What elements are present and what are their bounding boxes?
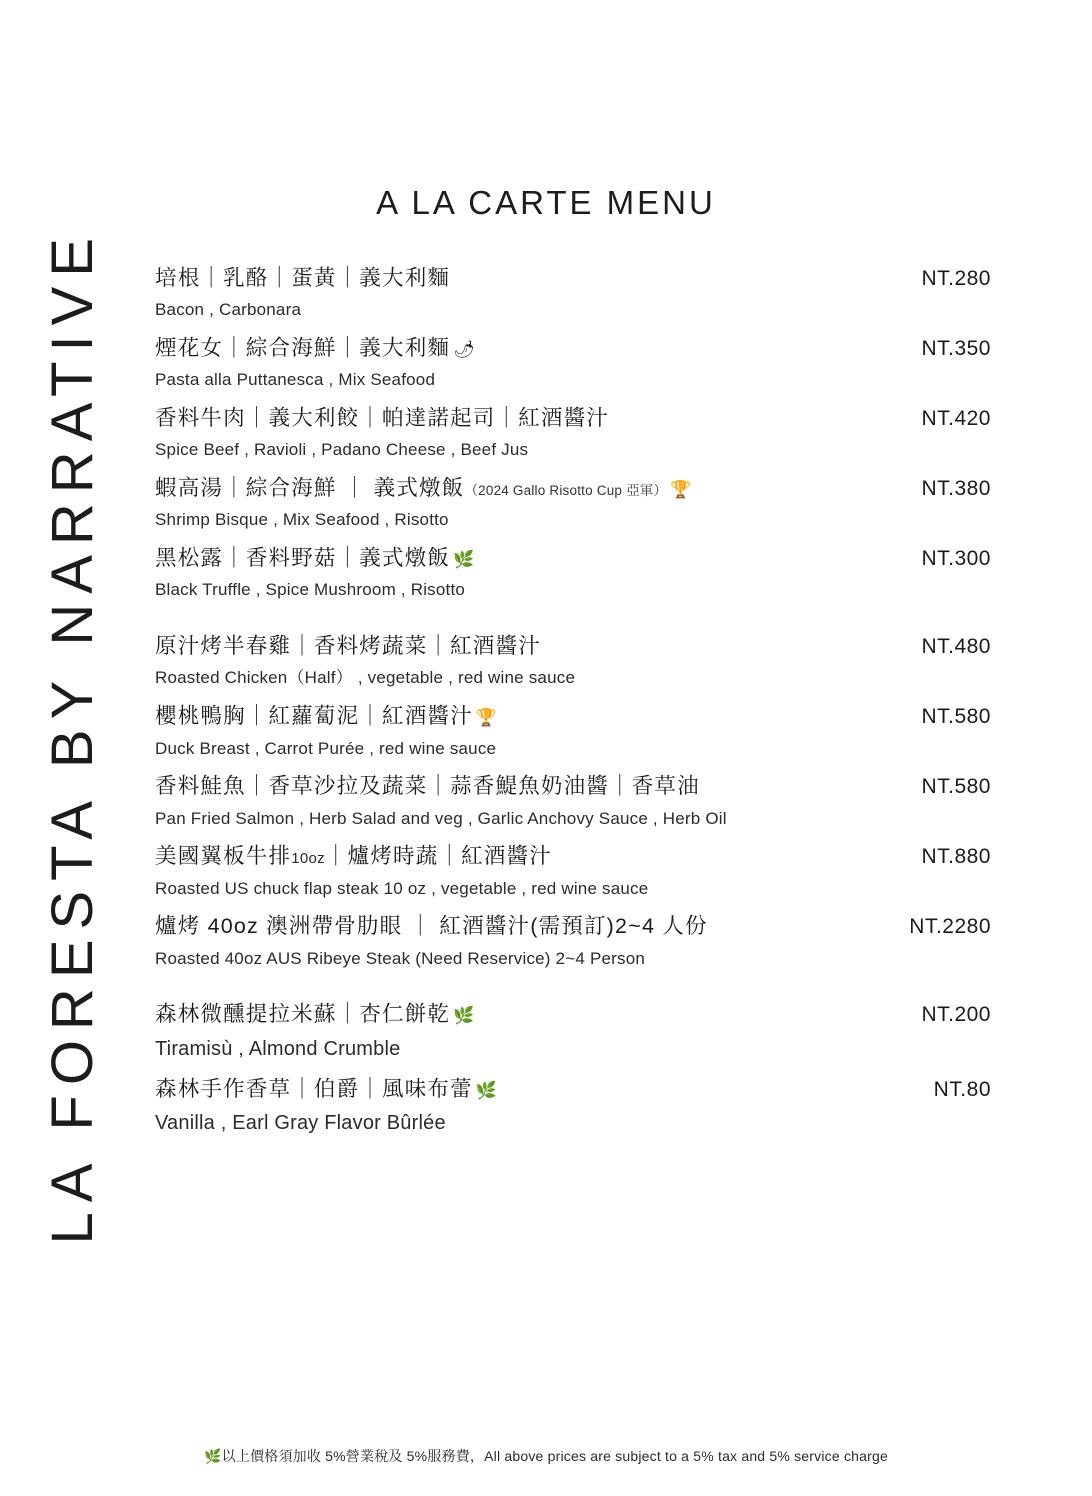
leaf-icon: 🌿	[204, 1448, 222, 1464]
menu-item	[155, 910, 991, 970]
item-name-en: Vanilla , Earl Gray Flavor Bûrlée	[155, 1111, 446, 1134]
item-price: NT.480	[921, 635, 991, 659]
item-weight: 10oz	[291, 850, 325, 868]
menu-sections	[155, 262, 991, 1165]
item-name-zh: 黑松露｜香料野菇｜義式燉飯	[155, 546, 451, 571]
item-name-zh: 香料鮭魚｜香草沙拉及蔬菜｜蒜香鯷魚奶油醬｜香草油	[155, 774, 700, 799]
item-name-zh-wrap	[155, 332, 476, 364]
item-price: NT.580	[921, 705, 991, 729]
item-name-en: Spice Beef , Ravioli , Padano Cheese , Beef Jus	[155, 440, 529, 460]
brand-vertical-title	[18, 228, 128, 1298]
item-price: NT.880	[921, 845, 991, 869]
menu-item	[155, 542, 991, 602]
item-price: NT.80	[933, 1077, 991, 1101]
menu-item	[155, 770, 991, 830]
item-name-en: Duck Breast , Carrot Purée , red wine sauce	[155, 738, 497, 758]
item-name-zh: 森林手作香草｜伯爵｜風味布蕾	[155, 1076, 473, 1101]
item-price: NT.420	[921, 407, 991, 431]
item-price: NT.2280	[909, 915, 991, 939]
brand-text: LA FORESTA BY NARRATIVE	[40, 228, 105, 1245]
item-name-zh: 櫻桃鴨胸｜紅蘿蔔泥｜紅酒醬汁	[155, 704, 473, 729]
menu-item	[155, 402, 991, 462]
menu-item	[155, 700, 991, 760]
menu-item	[155, 262, 991, 322]
item-price: NT.200	[921, 1003, 991, 1027]
item-name-en: Roasted Chicken（Half） , vegetable , red wine sauce	[155, 668, 576, 688]
page-title: A LA CARTE MENU	[376, 184, 716, 221]
chili-icon: 🌶	[453, 340, 476, 360]
item-name-zh: 蝦高湯｜綜合海鮮 ｜ 義式燉飯	[155, 476, 465, 501]
item-name-zh: 培根｜乳酪｜蛋黃｜義大利麵	[155, 266, 451, 290]
menu-item	[155, 630, 991, 690]
leaf-icon: 🌿	[453, 1006, 476, 1026]
item-price: NT.300	[921, 547, 991, 571]
item-name-en: Pasta alla Puttanesca , Mix Seafood	[155, 370, 436, 390]
item-price: NT.380	[921, 477, 991, 501]
item-name-zh-wrap	[155, 700, 498, 732]
menu-section-pasta-risotto	[155, 262, 991, 602]
footer-note	[0, 1446, 1092, 1466]
item-name-en: Pan Fried Salmon , Herb Salad and veg , Garlic Anchovy Sauce , Herb Oil	[155, 808, 727, 828]
item-name-en: Black Truffle , Spice Mushroom , Risotto	[155, 580, 466, 600]
item-name-zh-wrap	[155, 998, 475, 1030]
item-name-zh: 煙花女｜綜合海鮮｜義大利麵	[155, 336, 451, 361]
menu-section-desserts	[155, 998, 991, 1137]
item-name-en: Roasted US chuck flap steak 10 oz , vegetable , red wine sauce	[155, 878, 649, 898]
item-name-zh-wrap	[155, 542, 475, 574]
item-price: NT.350	[921, 337, 991, 361]
menu-item	[155, 1073, 991, 1137]
item-name-zh-wrap	[155, 472, 693, 504]
menu-item	[155, 998, 991, 1062]
item-price: NT.580	[921, 775, 991, 799]
item-name-zh-tail: ｜爐烤時蔬｜紅酒醬汁	[324, 844, 552, 869]
menu-item	[155, 840, 991, 900]
item-name-zh-wrap	[155, 840, 552, 872]
item-name-zh: 森林微醺提拉米蘇｜杏仁餅乾	[155, 1002, 451, 1027]
menu-item	[155, 332, 991, 392]
menu-item	[155, 472, 991, 532]
item-name-en: Tiramisù , Almond Crumble	[155, 1037, 401, 1060]
item-price: NT.280	[921, 267, 991, 290]
menu-section-mains	[155, 630, 991, 970]
item-name-en: Shrimp Bisque , Mix Seafood , Risotto	[155, 510, 449, 530]
trophy-icon: 🏆	[475, 708, 499, 728]
footer-text: 以上價格須加收 5%營業稅及 5%服務費，All above prices are subject to a 5% tax and 5% service charge	[221, 1448, 888, 1464]
leaf-icon: 🌿	[475, 1080, 499, 1100]
item-name-en: Roasted 40oz AUS Ribeye Steak (Need Reservice) 2~4 Person	[155, 948, 646, 968]
trophy-icon: 🏆	[670, 480, 693, 500]
item-name-zh: 美國翼板牛排	[155, 844, 292, 869]
item-name-zh: 香料牛肉｜義大利餃｜帕達諾起司｜紅酒醬汁	[155, 406, 610, 431]
item-award-note: （2024 Gallo Risotto Cup 亞軍）	[464, 483, 668, 499]
item-name-en: Bacon , Carbonara	[155, 300, 302, 320]
item-name-zh-wrap	[155, 1073, 498, 1105]
item-name-zh: 爐烤 40oz 澳洲帶骨肋眼 ｜ 紅酒醬汁(需預訂)2~4 人份	[155, 914, 708, 939]
leaf-icon: 🌿	[453, 550, 476, 570]
item-name-zh: 原汁烤半春雞｜香料烤蔬菜｜紅酒醬汁	[155, 634, 541, 659]
